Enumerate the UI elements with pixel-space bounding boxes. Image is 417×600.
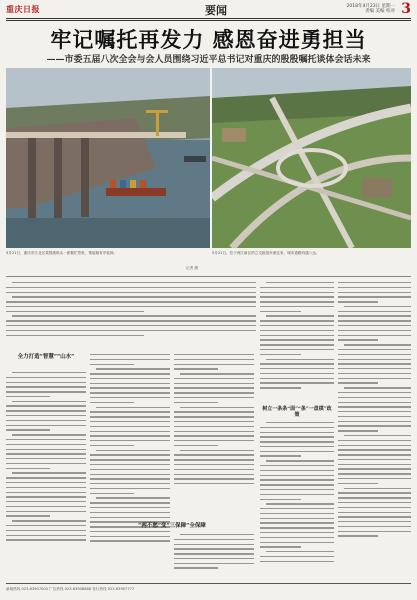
photo-byline: 记者 摄 [186, 266, 198, 270]
headline: 牢记嘱托再发力 感恩奋进勇担当 [50, 27, 367, 52]
subheadline: ——市委五届八次全会与会人员围绕习近平总书记对重庆的殷殷嘱托谈体会话未来 [46, 55, 371, 65]
article-body [6, 282, 411, 578]
article-column-5 [338, 282, 411, 578]
subtitle-2: “两不愁”变“三保障”全保障 [138, 523, 206, 529]
masthead-rule-thin [6, 20, 411, 21]
section-title: 要闻 [205, 4, 227, 17]
page-number: 3 [401, 1, 411, 17]
article-column-2 [90, 354, 170, 572]
article-column-1 [6, 372, 86, 572]
article-column-3 [174, 354, 254, 510]
harbour-photo [6, 68, 210, 248]
photo-rule [6, 276, 411, 277]
article-column-4b [260, 422, 334, 578]
article-column-3b [174, 534, 254, 578]
right-photo-caption: 5月21日，位于两江新区的立交枢纽车流往来，城市道路四通八达。 [212, 251, 320, 255]
intro-column [6, 282, 256, 350]
subtitle-1: 全力打造“智慧”“山水” [17, 354, 75, 360]
issue-date: 2018年4月23日 星期一 [346, 4, 395, 9]
article-column-4 [260, 282, 334, 402]
paper-name: 重庆日报 [6, 4, 40, 14]
left-photo-caption: 5月21日，重庆市江北区果园港码头一派繁忙景象，集装箱有序装卸。 [6, 251, 118, 255]
masthead [6, 3, 411, 17]
interchange-photo [212, 68, 411, 248]
masthead-rule [6, 18, 411, 19]
footer-contacts: 新闻热线 023-63907000 广告热线 023-63908888 发行热线 023-63907777 [6, 587, 135, 591]
subtitle-3: 树立一条条“面”“条”一盘棋”政策 [262, 406, 332, 418]
editor-line: 责编 美编 校对 [365, 9, 395, 14]
page-footer [6, 583, 411, 596]
